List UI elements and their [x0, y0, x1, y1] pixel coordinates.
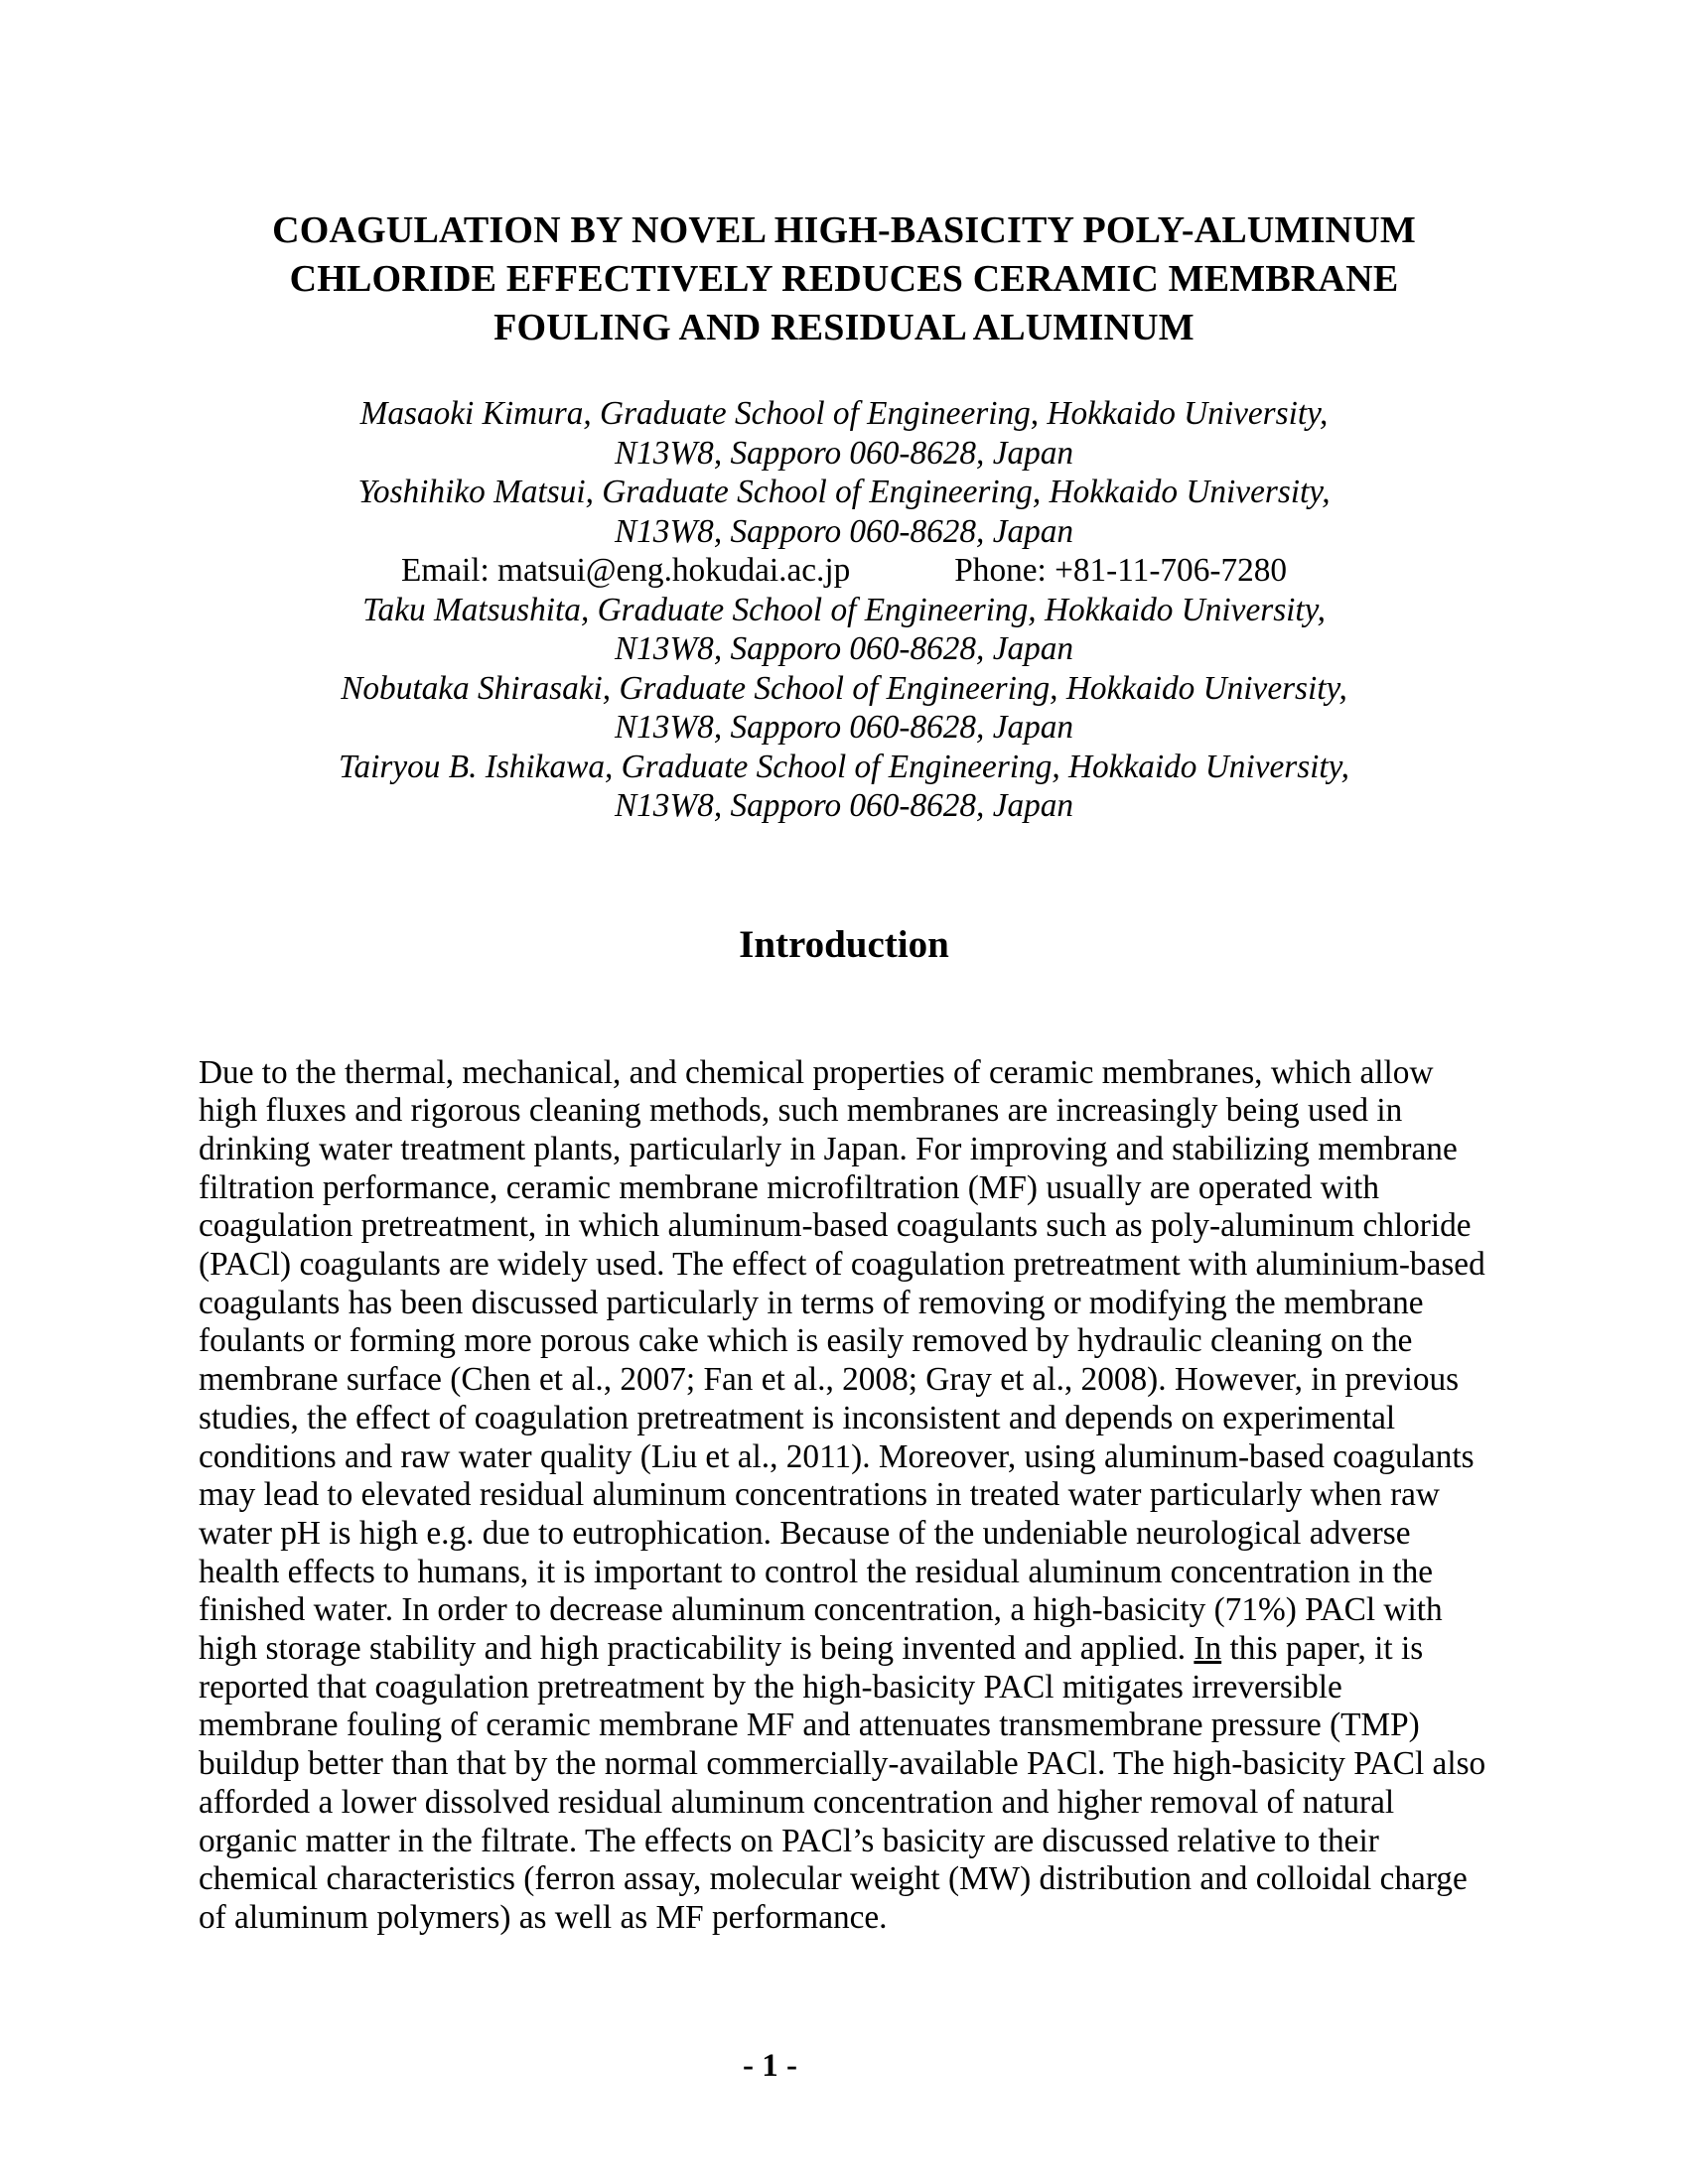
author-block — [199, 394, 1489, 826]
paragraph-text-start: Due to the thermal, mechanical, and chemical properties of ceramic membranes, which allow high fluxes and rigorous cleaning methods, such membranes are increasingly being used in drinking water treatment plants, particularly in Japan. For improving and stabilizing membrane filtration performance, ceramic membrane microfiltration (MF) usually are operated with coagulation pretreatment, in which aluminum-based coagulants such as poly-aluminum chloride (PACl) coagulants are widely used. The effect of coagulation pretreatment with aluminium-based coagulants has been discussed particularly in terms of removing or modifying the membrane foulants or forming more porous cake which is easily removed by hydraulic cleaning on the membrane surface (Chen et al., 2007; Fan et al., 2008; Gray et al., 2008). However, in previous studies, the effect of coagulation pretreatment is inconsistent and depends on experimental conditions and raw water quality (Liu et al., 2011). Moreover, using aluminum-based coagulants may lead to elevated residual aluminum concentrations in treated water particularly when raw water pH is high e.g. due to eutrophication. Because of the undeniable neurological adverse health effects to humans, it is important to control the residual aluminum concentration in the finished water. In order to decrease aluminum concentration, a high-basicity (71%) PACl with high storage stability and high practicability is being invented and applied. — [199, 1053, 1485, 1668]
title-line-2: CHLORIDE EFFECTIVELY REDUCES CERAMIC MEMBRANE — [289, 258, 1399, 300]
phone-text: Phone: +81-11-706-7280 — [954, 552, 1288, 589]
author-name-affiliation: Nobutaka Shirasaki, Graduate School of Engineering, Hokkaido University, — [341, 669, 1347, 707]
author-name-affiliation: Tairyou B. Ishikawa, Graduate School of Engineering, Hokkaido University, — [339, 748, 1349, 785]
title-line-1: COAGULATION BY NOVEL HIGH-BASICITY POLY-ALUMINUM — [272, 209, 1416, 251]
section-heading-introduction: Introduction — [739, 922, 949, 966]
author-name-affiliation: Taku Matsushita, Graduate School of Engineering, Hokkaido University, — [362, 591, 1326, 628]
author-name-affiliation: Masaoki Kimura, Graduate School of Engineering, Hokkaido University, — [359, 395, 1329, 432]
paragraph-underlined-word: In — [1194, 1630, 1222, 1668]
paper-title — [199, 206, 1489, 352]
page-number: - 1 - — [743, 2048, 797, 2084]
intro-paragraph — [199, 1054, 1489, 1938]
author-address: N13W8, Sapporo 060-8628, Japan — [614, 512, 1074, 550]
title-line-3: FOULING AND RESIDUAL ALUMINUM — [493, 307, 1195, 348]
contact-line — [199, 551, 1489, 591]
email-text: Email: matsui@eng.hokudai.ac.jp — [400, 552, 851, 589]
author-name-affiliation: Yoshihiko Matsui, Graduate School of Engineering, Hokkaido University, — [357, 474, 1331, 510]
author-address: N13W8, Sapporo 060-8628, Japan — [614, 434, 1074, 472]
paragraph-text-end: this paper, it is reported that coagulation pretreatment by the high-basicity PACl mitigates irreversible membrane fouling of ceramic membrane MF and attenuates transmembrane pressure (TMP) buildup better than that by the normal commercially-available PACl. The high-basicity PACl also afforded a lower dissolved residual aluminum concentration and higher removal of natural organic matter in the filtrate. The effects on PACl’s basicity are discussed relative to their chemical characteristics (ferron assay, molecular weight (MW) distribution and colloidal charge of aluminum polymers) as well as MF performance. — [199, 1630, 1486, 1936]
page-content — [199, 0, 1489, 1938]
author-address: N13W8, Sapporo 060-8628, Japan — [614, 709, 1074, 746]
author-address: N13W8, Sapporo 060-8628, Japan — [614, 787, 1074, 824]
author-address: N13W8, Sapporo 060-8628, Japan — [614, 630, 1074, 667]
